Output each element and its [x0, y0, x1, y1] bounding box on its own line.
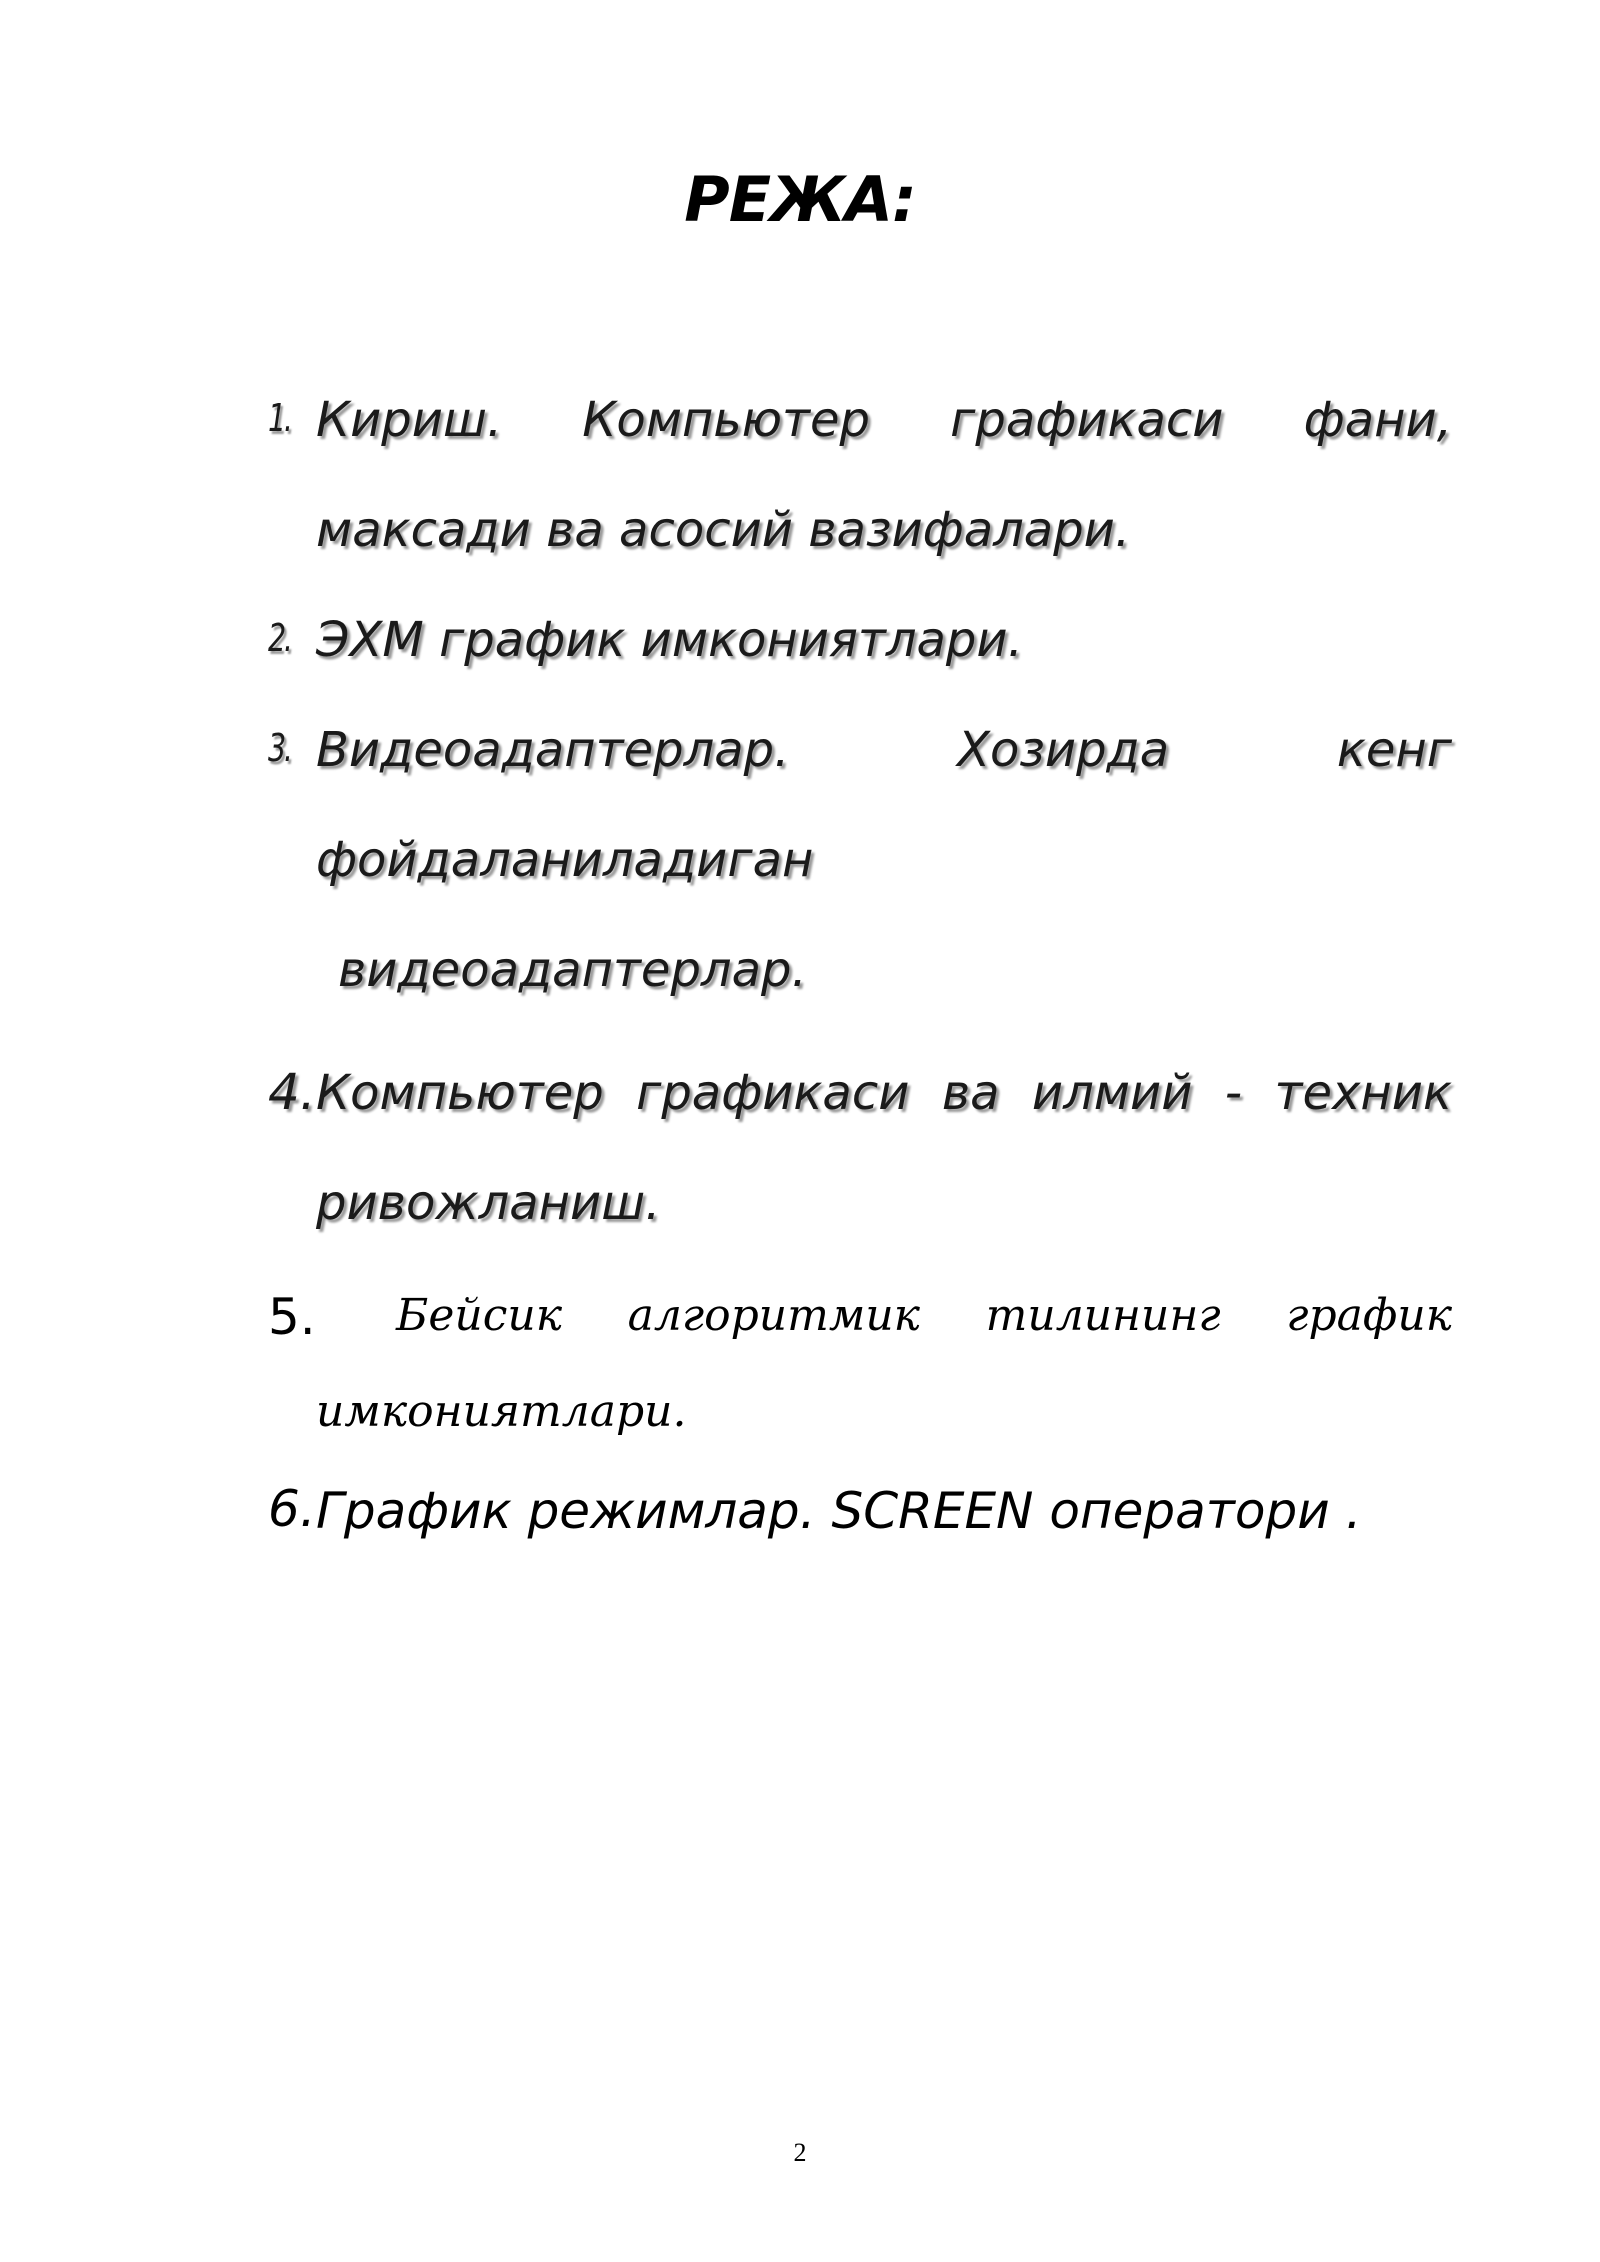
item-word: кенг — [1336, 722, 1452, 778]
plan-item-4 — [268, 1065, 1452, 1265]
item-word: алгоритмик — [627, 1290, 920, 1341]
item-line — [396, 1290, 1452, 1341]
plan-item-1 — [268, 392, 1452, 592]
item-number: 5. — [268, 1288, 316, 1346]
plan-item-2 — [268, 612, 1452, 682]
item-number: 4. — [268, 1063, 316, 1121]
item-line: видеоадаптерлар. — [338, 942, 807, 998]
item-word: графикаси — [950, 392, 1224, 448]
plan-item-5 — [268, 1290, 1452, 1460]
item-word: - — [1224, 1065, 1243, 1121]
item-line: ривожланиш. — [316, 1175, 661, 1231]
item-line: ЭХМ график имкониятлари. — [316, 612, 1023, 668]
item-word: Компьютер — [582, 392, 870, 448]
item-line: максади ва асосий вазифалари. — [316, 502, 1131, 558]
item-word: илмий — [1031, 1065, 1193, 1121]
item-number: 3. — [268, 726, 291, 770]
item-word: Видеоадаптерлар. — [316, 722, 790, 778]
item-word: графикаси — [636, 1065, 910, 1121]
item-number: 6. — [268, 1480, 316, 1538]
item-word: фани, — [1303, 392, 1452, 448]
item-line: фойдаланиладиган — [316, 832, 814, 888]
item-line — [316, 392, 1452, 448]
item-line — [316, 1065, 1452, 1121]
item-word: график — [1286, 1290, 1452, 1341]
plan-item-6 — [268, 1482, 1452, 1552]
page-number: 2 — [793, 2138, 807, 2167]
item-number: 1. — [268, 396, 291, 440]
item-line: имкониятлари. — [316, 1386, 687, 1437]
item-word: Хозирда — [957, 722, 1170, 778]
page-title: РЕЖА: — [684, 163, 916, 236]
item-word: Компьютер — [316, 1065, 604, 1121]
item-word: тилининг — [985, 1290, 1221, 1341]
item-word: Бейсик — [396, 1290, 562, 1341]
item-line — [316, 722, 1452, 778]
item-word: ва — [941, 1065, 1000, 1121]
item-number: 2. — [268, 616, 291, 660]
item-word: Кириш. — [316, 392, 503, 448]
item-line: График режимлар. SCREEN оператори . — [316, 1482, 1362, 1540]
plan-item-3 — [268, 722, 1452, 1002]
item-word: техник — [1274, 1065, 1452, 1121]
